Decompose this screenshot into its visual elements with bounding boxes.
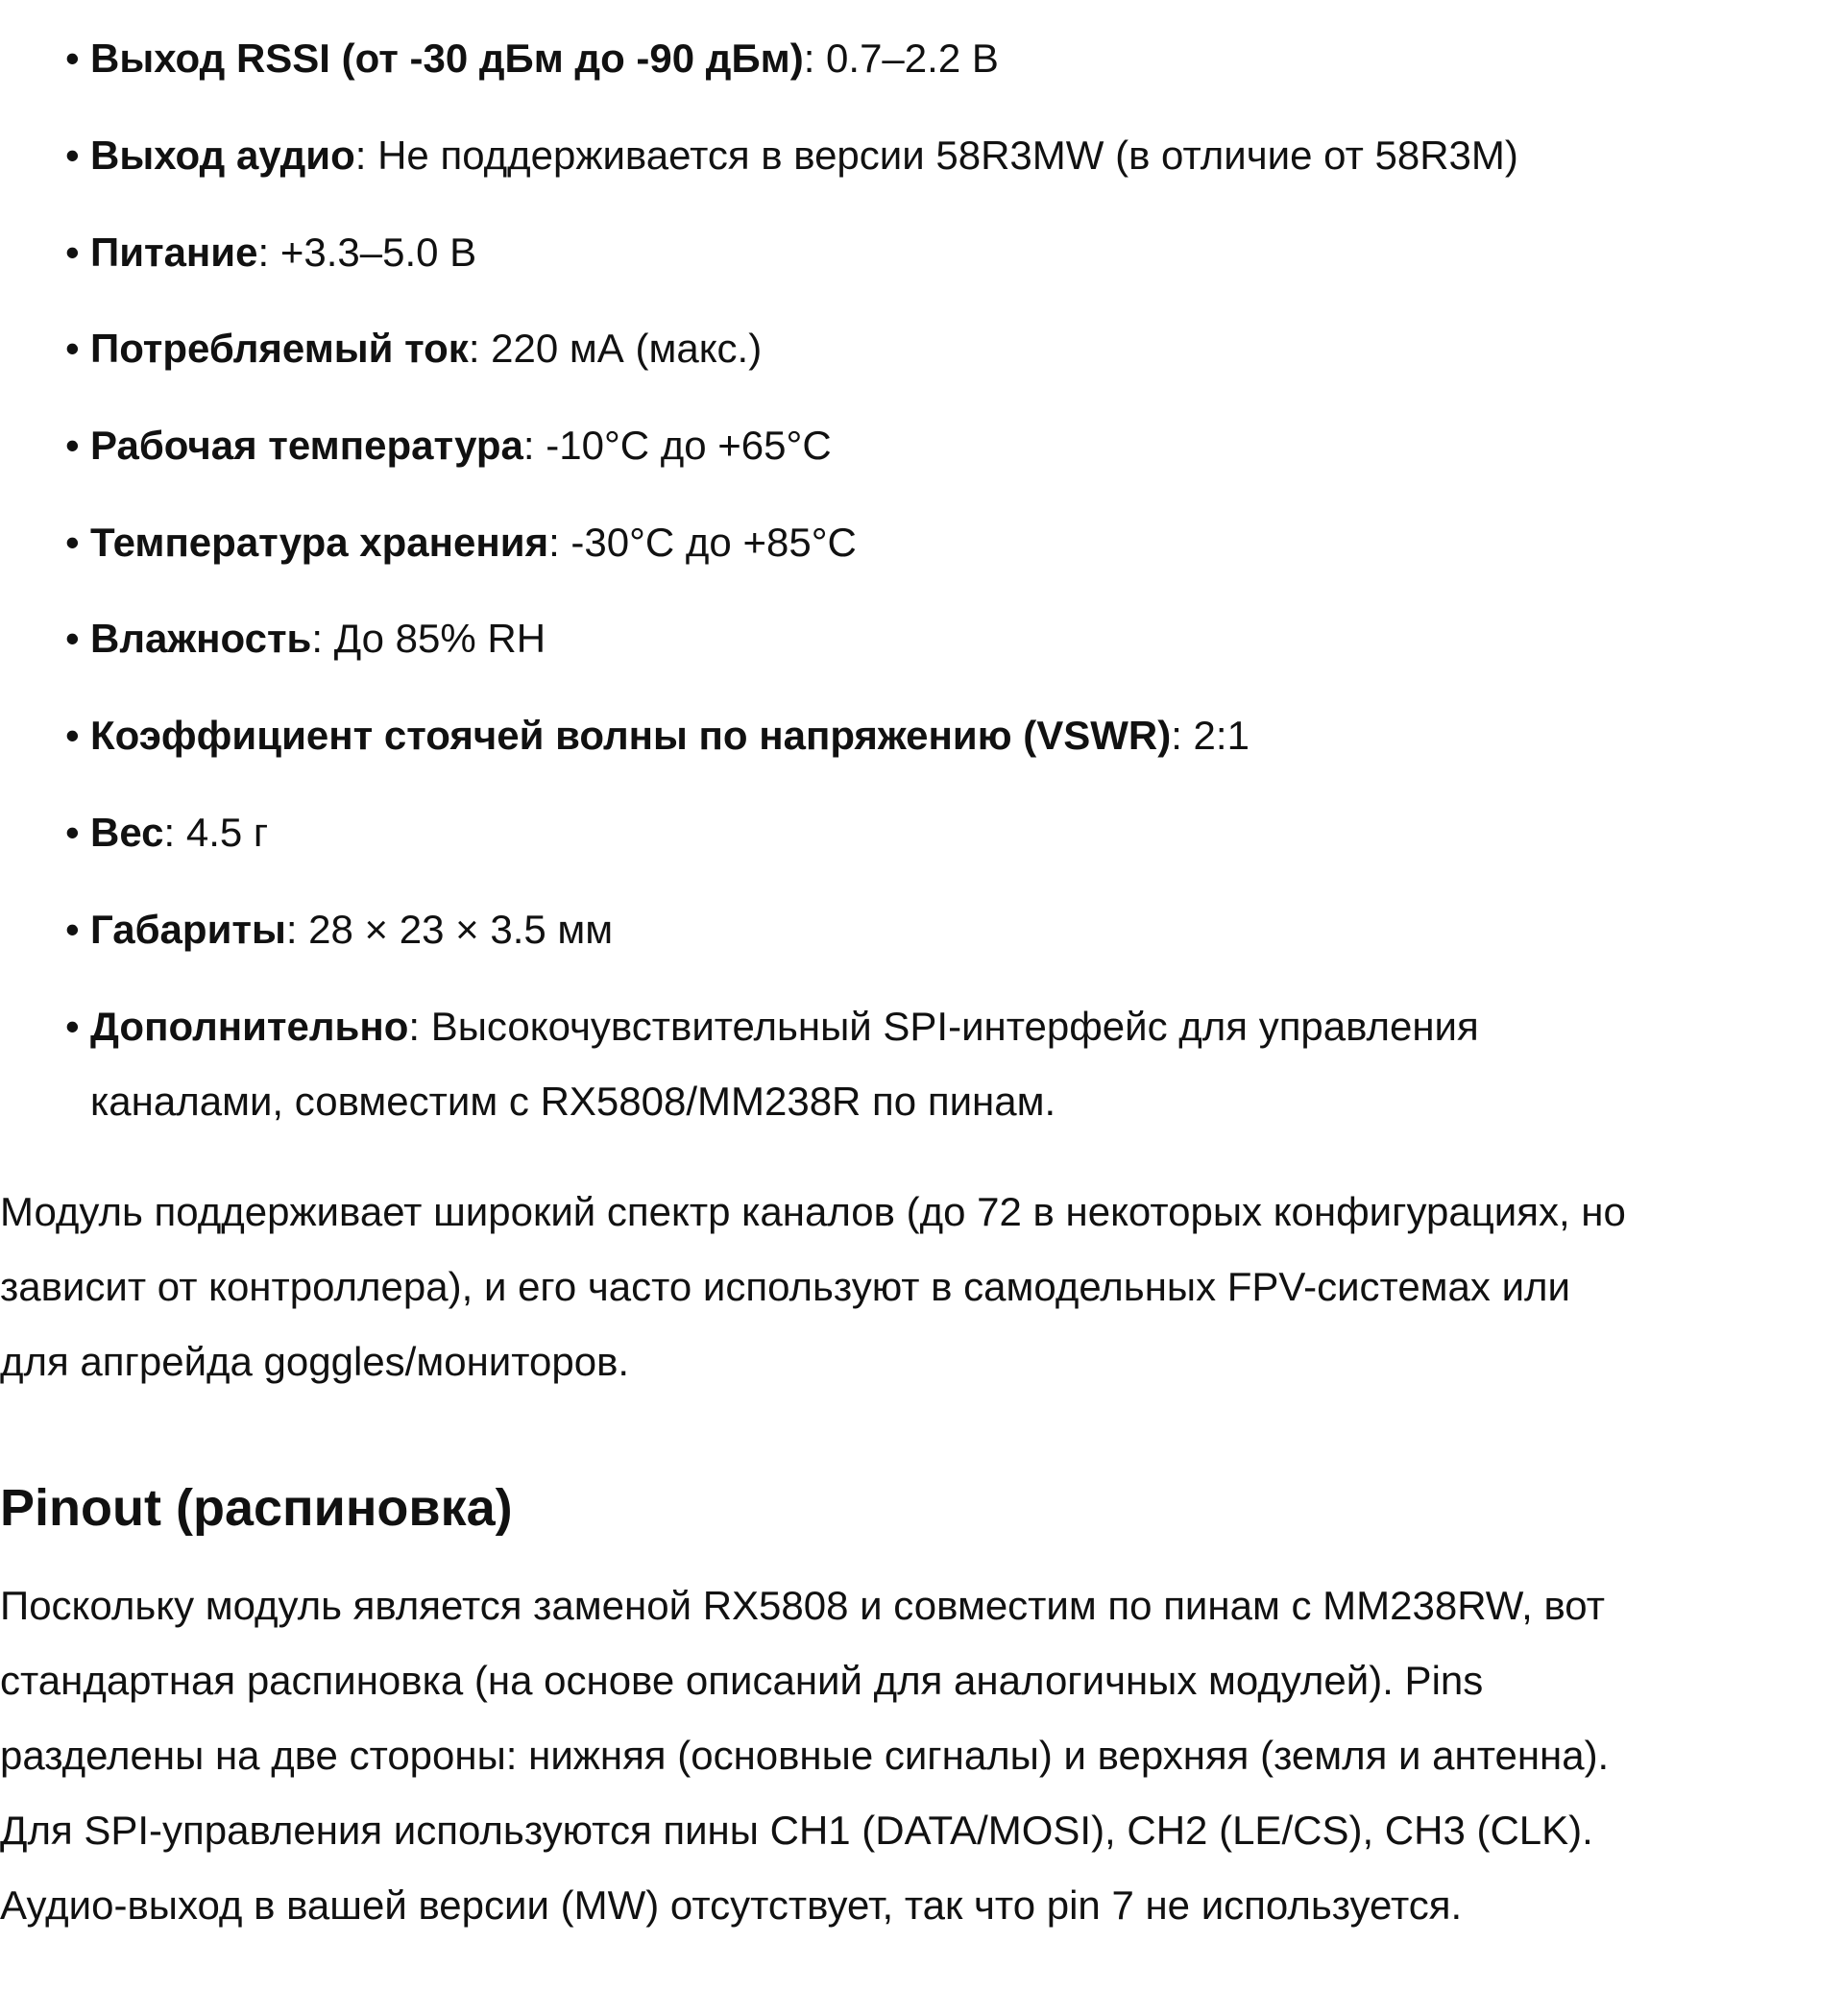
spec-label: Вес bbox=[90, 810, 164, 855]
spec-value: : Высокочувствительный SPI-интерфейс для управления bbox=[408, 1004, 1479, 1049]
spec-label: Выход аудио bbox=[90, 133, 355, 178]
bullet-icon: • bbox=[65, 133, 80, 178]
bullet-icon: • bbox=[65, 1004, 80, 1049]
spec-label: Дополнительно bbox=[90, 1004, 409, 1049]
pinout-paragraph bbox=[0, 1568, 1844, 1943]
spec-value: : 2:1 bbox=[1171, 713, 1250, 758]
spec-item-rssi bbox=[65, 21, 1723, 96]
heading-strong: Pinout bbox=[0, 1479, 161, 1537]
heading-rest: (распиновка) bbox=[160, 1479, 513, 1537]
spec-value: : -30°C до +85°C bbox=[548, 520, 857, 565]
spec-label: Выход RSSI (от -30 дБм до -90 дБм) bbox=[90, 36, 804, 81]
paragraph-line: для апгрейда goggles/мониторов. bbox=[0, 1339, 630, 1384]
paragraph-line: стандартная распиновка (на основе описаний для аналогичных модулей). Pins bbox=[0, 1658, 1484, 1703]
bullet-icon: • bbox=[65, 713, 80, 758]
paragraph-line: Для SPI-управления используются пины CH1 (DATA/MOSI), CH2 (LE/CS), CH3 (CLK). bbox=[0, 1808, 1593, 1853]
channels-paragraph bbox=[0, 1175, 1844, 1399]
spec-item-operating-temp bbox=[65, 408, 1723, 483]
paragraph-line: зависит от контроллера), и его часто используют в самодельных FPV-системах или bbox=[0, 1264, 1571, 1309]
spec-value: : Не поддерживается в версии 58R3MW (в отличие от 58R3M) bbox=[354, 133, 1518, 178]
paragraph-line: разделены на две стороны: нижняя (основные сигналы) и верхняя (земля и антенна). bbox=[0, 1733, 1610, 1778]
bullet-icon: • bbox=[65, 230, 80, 275]
paragraph-line: Модуль поддерживает широкий спектр каналов (до 72 в некоторых конфигурациях, но bbox=[0, 1189, 1626, 1234]
bullet-icon: • bbox=[65, 810, 80, 855]
spec-value: : 28 × 23 × 3.5 мм bbox=[285, 907, 614, 952]
spec-label: Коэффициент стоячей волны по напряжению (VSWR) bbox=[90, 713, 1172, 758]
bullet-icon: • bbox=[65, 36, 80, 81]
spec-label: Рабочая температура bbox=[90, 423, 523, 468]
spec-item-additional bbox=[65, 989, 1723, 1139]
spec-value: : 0.7–2.2 В bbox=[803, 36, 999, 81]
section-heading-pinout bbox=[0, 1469, 513, 1546]
spec-value-continued: каналами, совместим с RX5808/MM238R по пинам. bbox=[90, 1079, 1056, 1124]
paragraph-line: Поскольку модуль является заменой RX5808 и совместим по пинам с MM238RW, вот bbox=[0, 1583, 1605, 1628]
spec-item-current bbox=[65, 311, 1723, 386]
bullet-icon: • bbox=[65, 423, 80, 468]
spec-value: : 220 мА (макс.) bbox=[468, 326, 763, 371]
spec-value: : 4.5 г bbox=[163, 810, 269, 855]
spec-value: : +3.3–5.0 В bbox=[257, 230, 477, 275]
spec-item-dimensions bbox=[65, 892, 1723, 967]
spec-value: : До 85% RH bbox=[311, 616, 546, 661]
bullet-icon: • bbox=[65, 907, 80, 952]
spec-item-humidity bbox=[65, 601, 1723, 676]
bullet-icon: • bbox=[65, 616, 80, 661]
spec-item-weight bbox=[65, 795, 1723, 870]
spec-item-storage-temp bbox=[65, 505, 1723, 580]
paragraph-line: Аудио-выход в вашей версии (MW) отсутствует, так что pin 7 не используется. bbox=[0, 1882, 1463, 1928]
spec-value: : -10°C до +65°C bbox=[522, 423, 832, 468]
spec-item-audio bbox=[65, 118, 1723, 193]
spec-item-vswr bbox=[65, 698, 1723, 773]
spec-label: Питание bbox=[90, 230, 258, 275]
bullet-icon: • bbox=[65, 520, 80, 565]
spec-label: Потребляемый ток bbox=[90, 326, 469, 371]
spec-item-power bbox=[65, 215, 1723, 290]
spec-label: Влажность bbox=[90, 616, 312, 661]
bullet-icon: • bbox=[65, 326, 80, 371]
spec-label: Габариты bbox=[90, 907, 286, 952]
spec-label: Температура хранения bbox=[90, 520, 549, 565]
